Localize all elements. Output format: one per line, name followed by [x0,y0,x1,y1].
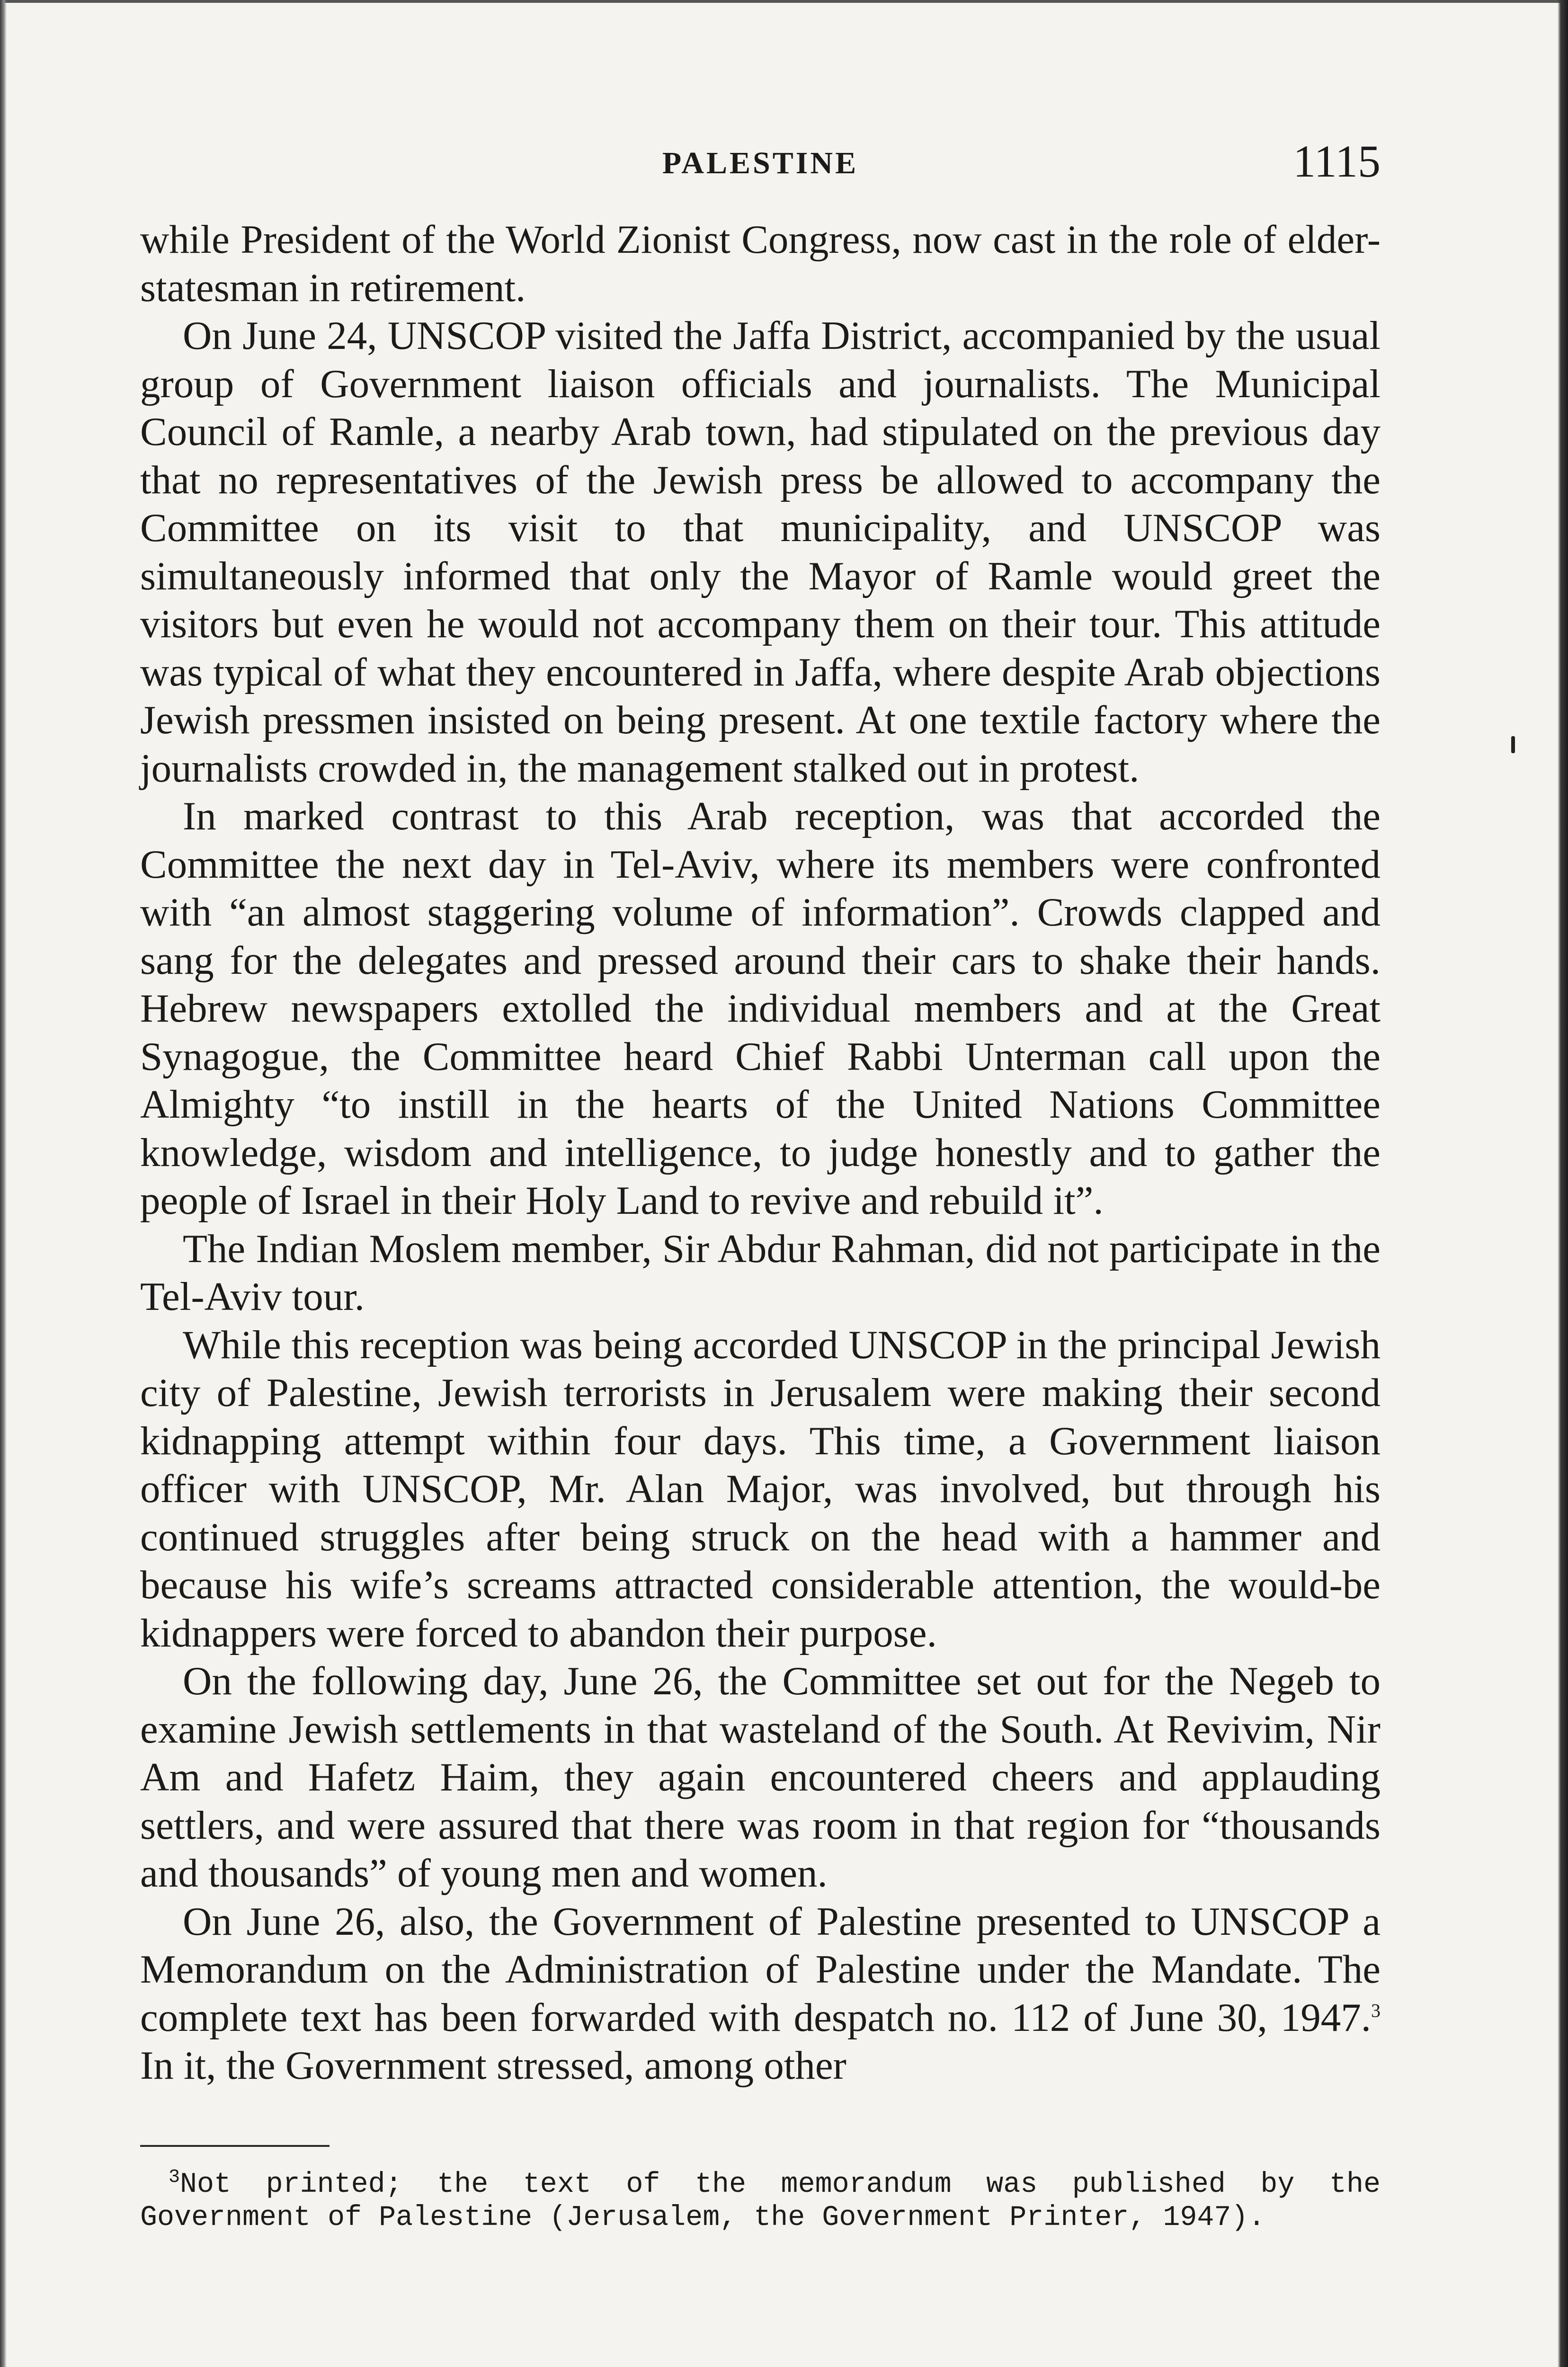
body-text [140,216,1381,2090]
running-head: PALESTINE [662,146,859,180]
page-left-edge [0,0,7,2367]
page-number: 1115 [1293,136,1381,187]
paragraph-abdur-rahman: The Indian Moslem member, Sir Abdur Rahman, did not participate in the Tel-Aviv tour. [140,1226,1381,1319]
page-header [140,135,1381,192]
memorandum-text-continued: In it, the Government stressed, among other [140,2043,846,2088]
scan-speck [1511,736,1515,753]
page-right-edge [1558,0,1568,2367]
footnote-text: Not printed; the text of the memorandum was published by the Government of Palestine (Jerusalem, the Government Printer, 1947). [140,2169,1381,2234]
page-top-edge [0,0,1568,3]
paragraph-kidnapping-attempt: While this reception was being accorded UNSCOP in the principal Jewish city of Palestine, Jewish terrorists in Jerusalem were making their second kidnapping attempt within four days. This time, a Government liaison officer with UNSCOP, Mr. Alan Major, was involved, but through his continued struggles after being struck on the head with a hammer and because his wife’s screams attracted considerable attention, the would-be kidnappers were forced to abandon their purpose. [140,1322,1381,1655]
paragraph-jaffa-visit: On June 24, UNSCOP visited the Jaffa District, accompanied by the usual group of Government liaison officials and journalists. The Municipal Council of Ramle, a nearby Arab town, had stipulated on the previous day that no representatives of the Jewish press be allowed to accompany the Committee on its visit to that municipality, and UNSCOP was simultaneously informed that only the Mayor of Ramle would greet the visitors but even he would not accompany them on their tour. This attitude was typical of what they encountered in Jaffa, where despite Arab objections Jewish pressmen insisted on being present. At one textile factory where the journalists crowded in, the management stalked out in protest. [140,313,1381,791]
paragraph-continuation: while President of the World Zionist Congress, now cast in the role of elder-statesman in retirement. [140,217,1381,310]
memorandum-text: On June 26, also, the Government of Palestine presented to UNSCOP a Memorandum on the Administration of Palestine under the Mandate. The complete text has been forwarded with despatch no. 112 of June 30, 1947. [140,1899,1381,2040]
footnote-divider [140,2145,330,2147]
paragraph-tel-aviv-reception: In marked contrast to this Arab reception, was that accorded the Committee the next day in Tel-Aviv, where its members were confronted with “an almost staggering volume of information”. Crowds clapped and sang for the delegates and pressed around their cars to shake their hands. Hebrew newspapers extolled the individual members and at the Great Synagogue, the Committee heard Chief Rabbi Unterman call upon the Almighty “to instill in the hearts of the United Nations Committee knowledge, wisdom and intelligence, to judge honestly and to gather the people of Israel in their Holy Land to revive and rebuild it”. [140,794,1381,1223]
paragraph-negeb-visit: On the following day, June 26, the Committee set out for the Negeb to examine Jewish settlements in that wasteland of the South. At Revivim, Nir Am and Hafetz Haim, they again encountered cheers and applauding settlers, and were assured that there was room in that region for “thousands and thousands” of young men and women. [140,1659,1381,1895]
footnote-mark: 3 [169,2167,180,2188]
footnote-reference: 3 [1371,2000,1381,2021]
paragraph-memorandum [140,1898,1381,2090]
footnote [140,2168,1381,2234]
